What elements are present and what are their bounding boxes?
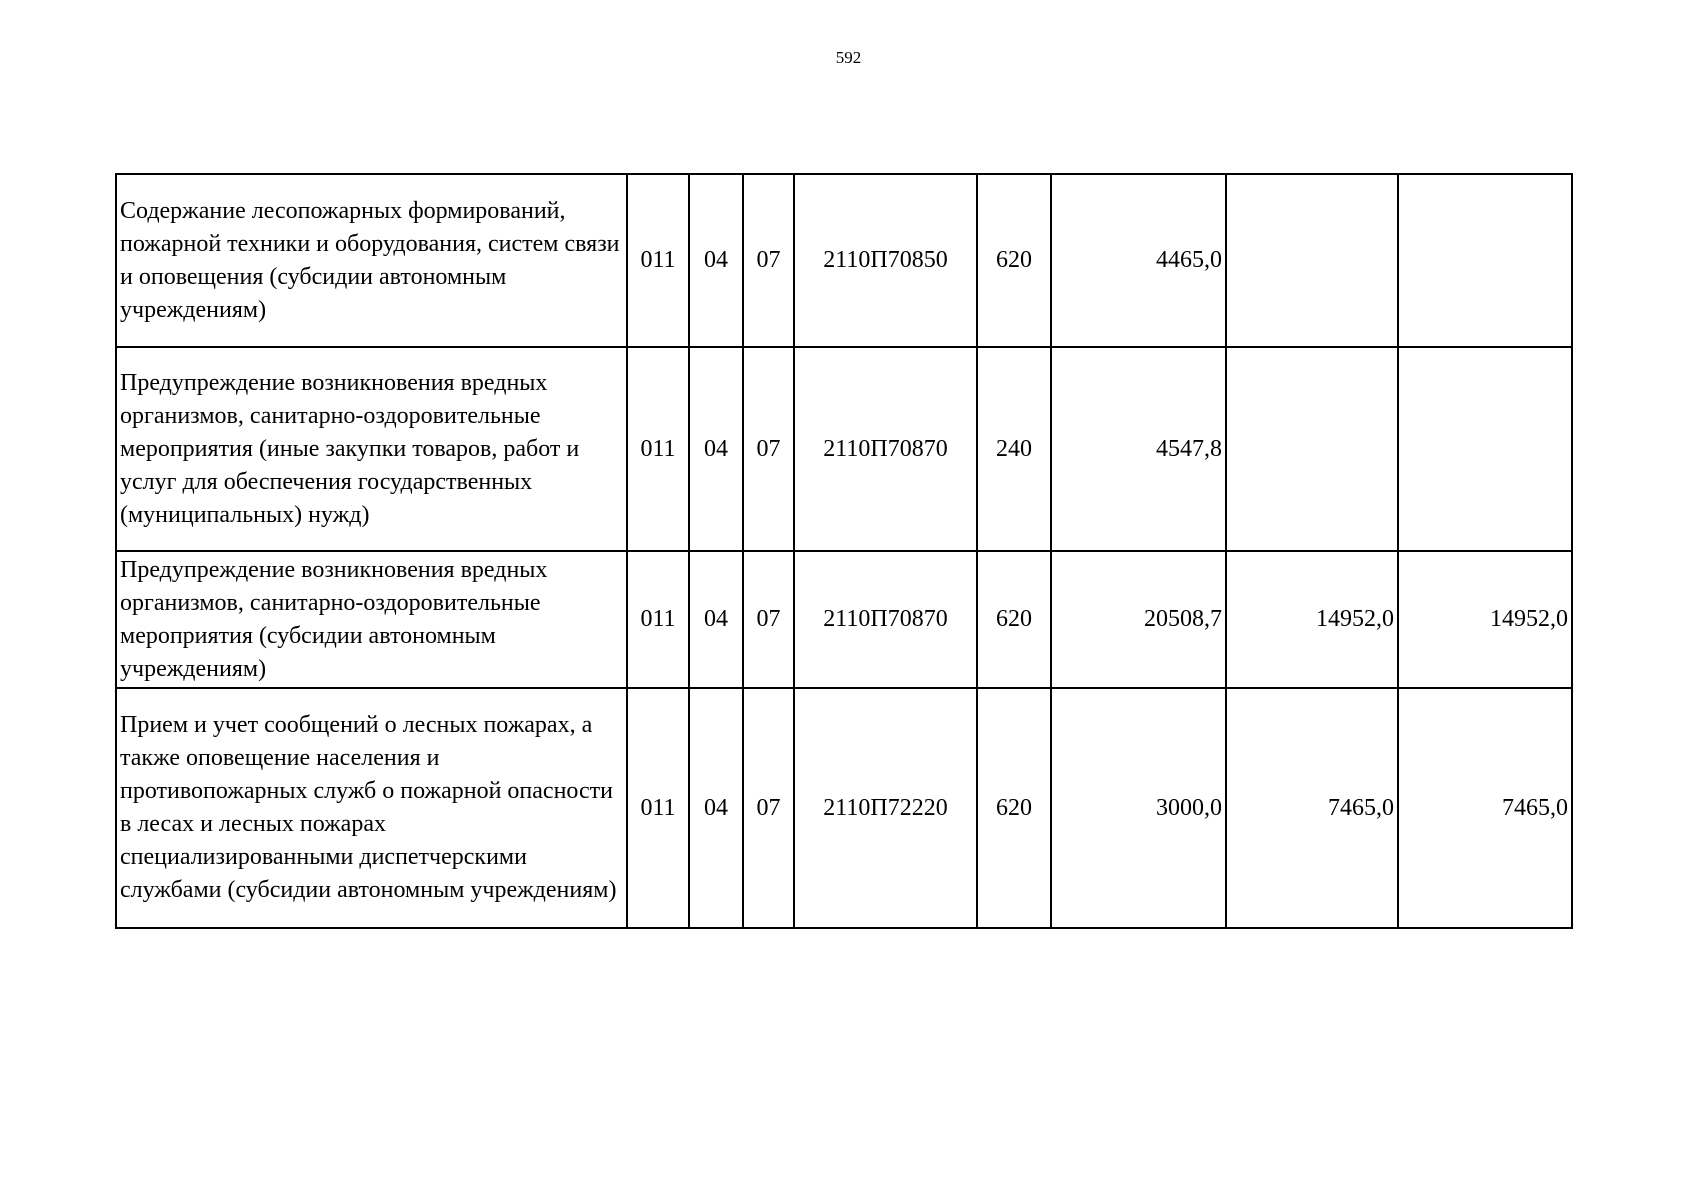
target-article-code: 2110П70850 [794, 174, 977, 347]
section-code: 04 [689, 551, 743, 688]
subsection-code: 07 [743, 347, 794, 551]
expense-type-code: 620 [977, 688, 1051, 928]
row-description: Прием и учет сообщений о лесных пожарах, а также оповещение населения и противопожарных служб о пожарной опасности в лесах и лесных пожарах специализированными диспетчерскими службами (субсидии автономным учреждениям) [116, 688, 627, 928]
row-description: Содержание лесопожарных формирований, пожарной техники и оборудования, систем связи и оповещения (субсидии автономным учреждениям) [116, 174, 627, 347]
amount-2: 14952,0 [1226, 551, 1398, 688]
amount-3 [1398, 174, 1572, 347]
table-row [116, 174, 1572, 347]
amount-3: 14952,0 [1398, 551, 1572, 688]
expense-type-code: 240 [977, 347, 1051, 551]
page-number: 592 [835, 48, 862, 67]
section-code: 04 [689, 347, 743, 551]
budget-table [115, 173, 1573, 929]
target-article-code: 2110П70870 [794, 551, 977, 688]
amount-3: 7465,0 [1398, 688, 1572, 928]
amount-1: 4547,8 [1051, 347, 1226, 551]
row-description: Предупреждение возникновения вредных организмов, санитарно-оздоровительные мероприятия (иные закупки товаров, работ и услуг для обеспечения государственных (муниципальных) нужд) [116, 347, 627, 551]
expense-type-code: 620 [977, 174, 1051, 347]
amount-3 [1398, 347, 1572, 551]
row-description: Предупреждение возникновения вредных организмов, санитарно-оздоровительные мероприятия (субсидии автономным учреждениям) [116, 551, 627, 688]
ministry-code: 011 [627, 688, 689, 928]
amount-1: 20508,7 [1051, 551, 1226, 688]
amount-2 [1226, 174, 1398, 347]
table-row [116, 347, 1572, 551]
expense-type-code: 620 [977, 551, 1051, 688]
subsection-code: 07 [743, 174, 794, 347]
amount-1: 4465,0 [1051, 174, 1226, 347]
ministry-code: 011 [627, 551, 689, 688]
ministry-code: 011 [627, 347, 689, 551]
section-code: 04 [689, 688, 743, 928]
table-row [116, 688, 1572, 928]
target-article-code: 2110П70870 [794, 347, 977, 551]
subsection-code: 07 [743, 688, 794, 928]
ministry-code: 011 [627, 174, 689, 347]
target-article-code: 2110П72220 [794, 688, 977, 928]
amount-2: 7465,0 [1226, 688, 1398, 928]
table-row [116, 551, 1572, 688]
amount-2 [1226, 347, 1398, 551]
amount-1: 3000,0 [1051, 688, 1226, 928]
subsection-code: 07 [743, 551, 794, 688]
section-code: 04 [689, 174, 743, 347]
